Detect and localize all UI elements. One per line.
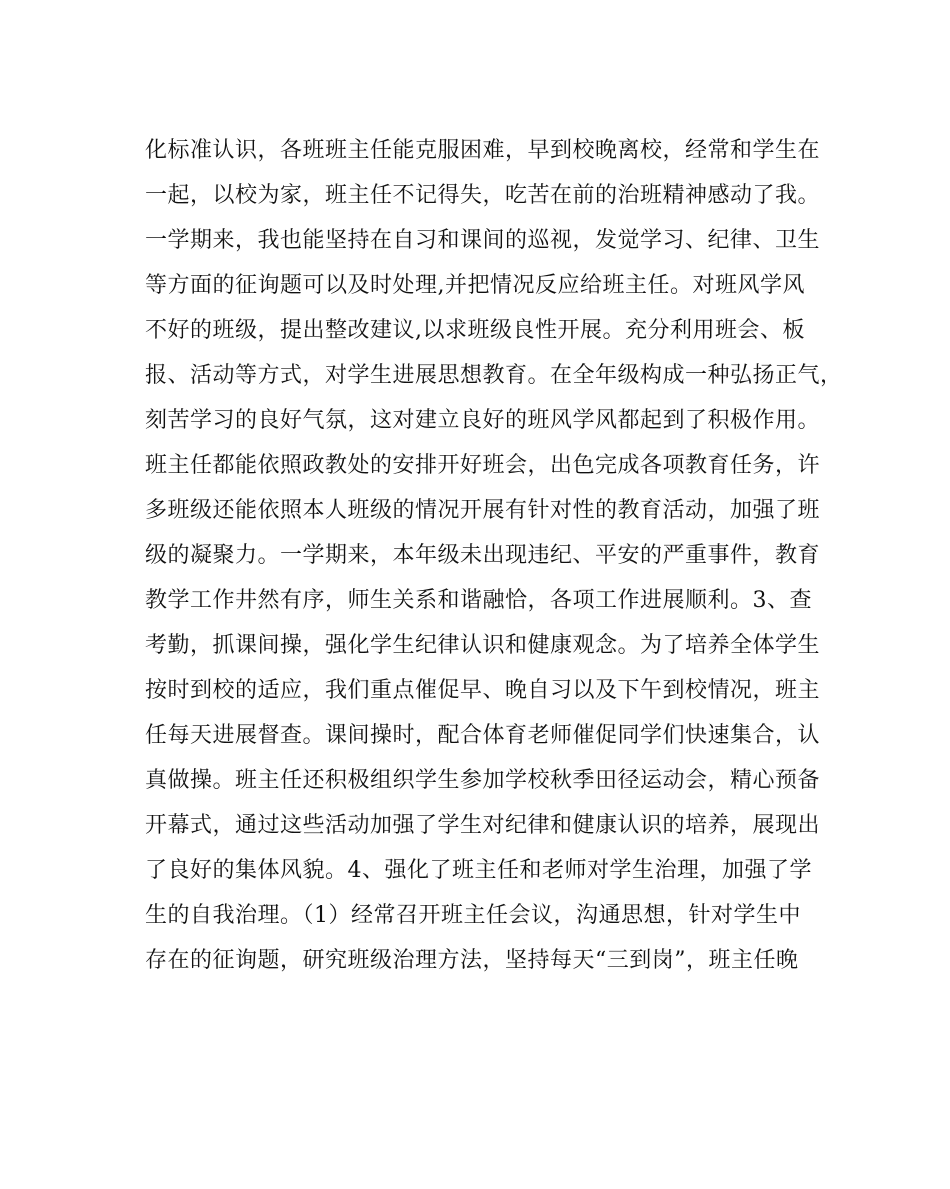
text-line: 生的自我治理。（1）经常召开班主任会议，沟通思想，针对学生中 (145, 903, 801, 928)
text-line: 级的凝聚力。一学期来，本年级未出现违纪、平安的严重事件，教育 (145, 543, 821, 568)
text-line: 任每天进展督查。课间操时，配合体育老师催促同学们快速集合，认 (145, 723, 821, 748)
text-line: 了良好的集体风貌。4、强化了班主任和老师对学生治理，加强了学 (145, 858, 812, 883)
text-line: 等方面的征询题可以及时处理,并把情况反应给班主任。对班风学风 (145, 273, 805, 298)
text-line: 多班级还能依照本人班级的情况开展有针对性的教育活动，加强了班 (145, 498, 821, 523)
text-line: 化标准认识，各班班主任能克服困难，早到校晚离校，经常和学生在 (145, 138, 821, 163)
text-line: 按时到校的适应，我们重点催促早、晚自习以及下午到校情况，班主 (145, 678, 821, 703)
text-line: 教学工作井然有序，师生关系和谐融恰，各项工作进展顺利。3、查 (145, 588, 812, 613)
text-line: 一学期来，我也能坚持在自习和课间的巡视，发觉学习、纪律、卫生 (145, 228, 821, 253)
text-line: 班主任都能依照政教处的安排开好班会，出色完成各项教育任务，许 (145, 453, 821, 478)
text-line: 报、活动等方式，对学生进展思想教育。在全年级构成一种弘扬正气， (145, 363, 843, 388)
body-text (145, 128, 843, 983)
text-line: 一起，以校为家，班主任不记得失，吃苦在前的治班精神感动了我。 (145, 183, 821, 208)
text-line: 考勤，抓课间操，强化学生纪律认识和健康观念。为了培养全体学生 (145, 633, 821, 658)
text-line: 存在的征询题，研究班级治理方法，坚持每天“三到岗”，班主任晚 (145, 948, 799, 973)
text-line: 刻苦学习的良好气氛，这对建立良好的班风学风都起到了积极作用。 (145, 408, 821, 433)
text-line: 真做操。班主任还积极组织学生参加学校秋季田径运动会，精心预备 (145, 768, 821, 793)
text-line: 不好的班级，提出整改建议,以求班级良性开展。充分利用班会、板 (145, 318, 805, 343)
text-line: 开幕式，通过这些活动加强了学生对纪律和健康认识的培养，展现出 (145, 813, 821, 838)
